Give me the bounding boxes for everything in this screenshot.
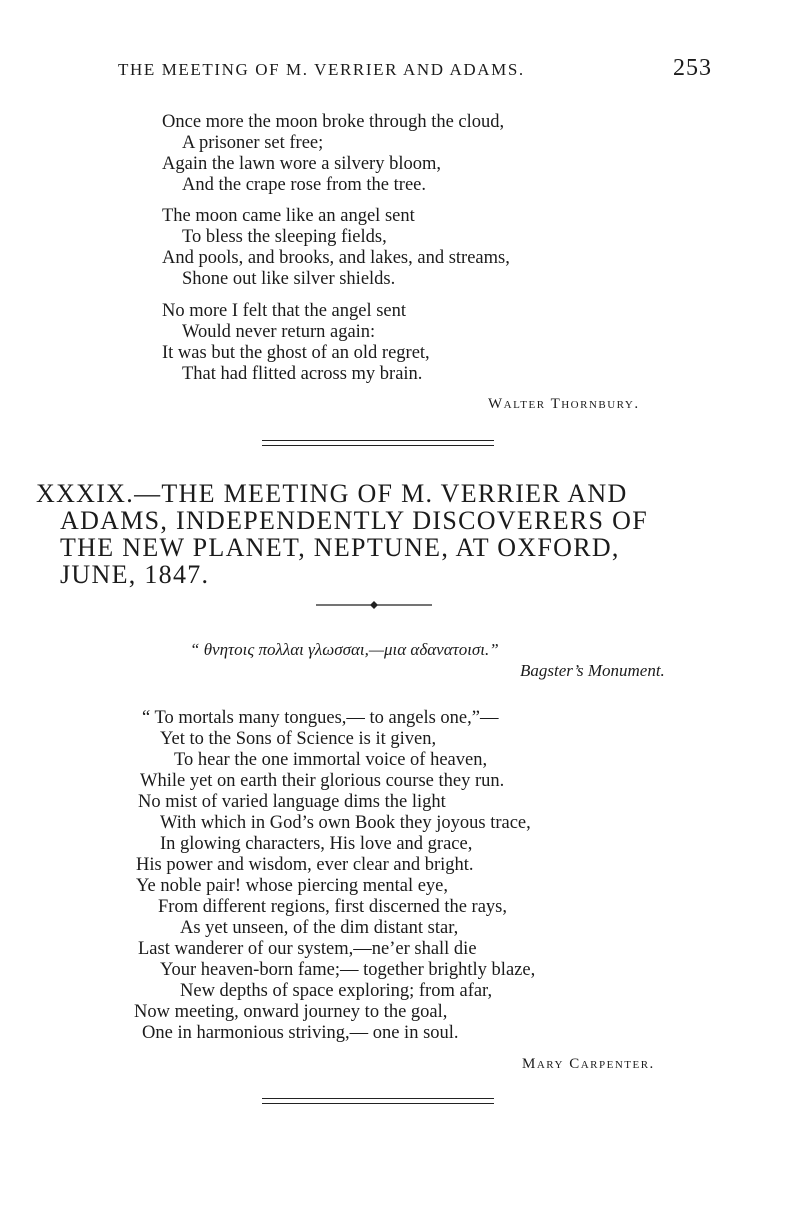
- poem1-author: Walter Thornbury.: [488, 396, 640, 412]
- verse-line: To hear the one immortal voice of heaven,: [174, 750, 488, 770]
- chapter-title-line: THE NEW PLANET, NEPTUNE, AT OXFORD,: [60, 533, 620, 562]
- verse-line: A prisoner set free;: [182, 133, 324, 153]
- verse-line: The moon came like an angel sent: [162, 206, 415, 226]
- verse-line: To bless the sleeping fields,: [182, 227, 387, 247]
- verse-line: It was but the ghost of an old regret,: [162, 343, 430, 363]
- poem1-stanza-3: [162, 301, 430, 385]
- epigraph-source: Bagster’s Monument.: [520, 661, 665, 680]
- poem2: [132, 708, 535, 1044]
- verse-line: One in harmonious striving,— one in soul.: [142, 1023, 459, 1043]
- verse-line: And the crape rose from the tree.: [182, 175, 426, 195]
- chapter-title: [36, 480, 736, 588]
- section-divider: [262, 1098, 494, 1104]
- verse-line: “ To mortals many tongues,— to angels one,”—: [142, 708, 499, 728]
- epigraph-greek: “ θνητοις πολλαι γλωσσαι,—μια αδανατοισι.”: [190, 640, 499, 659]
- poem1-stanza-2: [162, 206, 510, 290]
- verse-line: Last wanderer of our system,—ne’er shall die: [138, 939, 477, 959]
- running-head: THE MEETING OF M. VERRIER AND ADAMS.: [118, 60, 525, 79]
- verse-line: Your heaven-born fame;— together brightly blaze,: [160, 960, 536, 980]
- section-divider: [262, 440, 494, 446]
- verse-line: Once more the moon broke through the cloud,: [162, 112, 505, 132]
- verse-line: In glowing characters, His love and grace,: [160, 834, 473, 854]
- verse-line: Ye noble pair! whose piercing mental eye,: [136, 876, 449, 896]
- verse-line: And pools, and brooks, and lakes, and streams,: [162, 248, 510, 268]
- verse-line: That had flitted across my brain.: [182, 364, 423, 384]
- chapter-title-line: ADAMS, INDEPENDENTLY DISCOVERERS OF: [60, 506, 648, 535]
- verse-line: Would never return again:: [182, 322, 376, 342]
- poem2-author: Mary Carpenter.: [522, 1056, 655, 1072]
- chapter-title-line: XXXIX.—THE MEETING OF M. VERRIER AND: [36, 479, 628, 508]
- page-number: 253: [673, 55, 712, 81]
- verse-line: From different regions, first discerned the rays,: [158, 897, 508, 917]
- verse-line: While yet on earth their glorious course they run.: [140, 771, 505, 791]
- verse-line: As yet unseen, of the dim distant star,: [180, 918, 459, 938]
- verse-line: With which in God’s own Book they joyous trace,: [160, 813, 531, 833]
- verse-line: No mist of varied language dims the light: [138, 792, 446, 812]
- poem1-stanza-1: [162, 112, 504, 196]
- verse-line: No more I felt that the angel sent: [162, 301, 407, 321]
- verse-line: Again the lawn wore a silvery bloom,: [162, 154, 441, 174]
- verse-line: Shone out like silver shields.: [182, 269, 396, 289]
- verse-line: Yet to the Sons of Science is it given,: [160, 729, 437, 749]
- verse-line: His power and wisdom, ever clear and bright.: [136, 855, 474, 875]
- ornament-divider: [316, 600, 432, 610]
- chapter-title-line: JUNE, 1847.: [60, 560, 210, 589]
- verse-line: New depths of space exploring; from afar,: [180, 981, 493, 1001]
- verse-line: Now meeting, onward journey to the goal,: [134, 1002, 448, 1022]
